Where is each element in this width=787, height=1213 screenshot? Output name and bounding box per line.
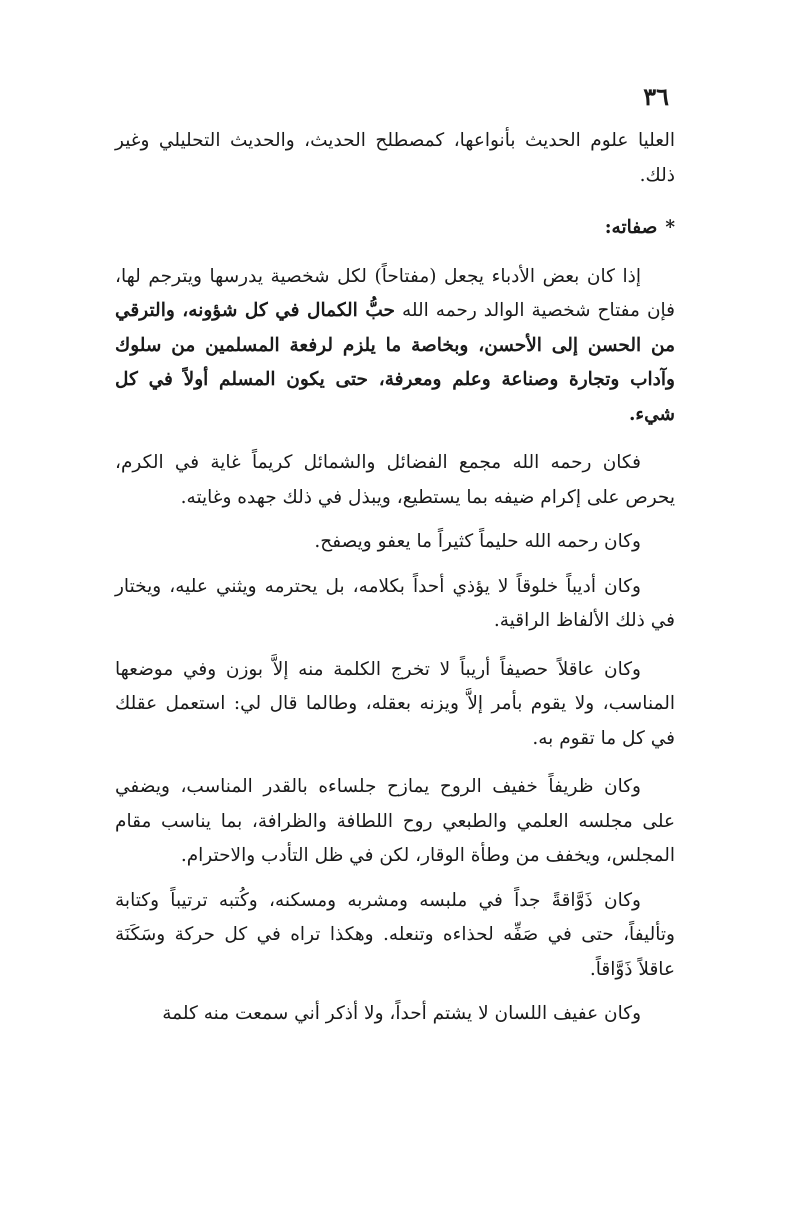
page-body [115,124,675,1032]
section-heading-text: صفاته: [604,217,658,238]
paragraph-wit: وكان ظريفاً خفيف الروح يمازح جلساءه بالقدر المناسب، ويضفي على مجلسه العلمي والطبعي روح اللطافة والظرافة، بما يناسب مقام المجلس، ويخفف من وطأة الوقار، لكن في ظل التأدب والاحترام. [115,776,675,866]
paragraph-key-trait [115,260,675,433]
paragraph-continuation: العليا علوم الحديث بأنواعها، كمصطلح الحديث، والحديث التحليلي وغير ذلك. [115,130,675,186]
paragraph-wisdom: وكان عاقلاً حصيفاً أريباً لا تخرج الكلمة منه إلاَّ بوزن وفي موضعها المناسب، ولا يقوم بأمر إلاَّ ويزنه بعقله، وطالما قال لي: استعمل عقلك في كل ما تقوم به. [115,658,675,749]
section-heading [115,211,675,246]
paragraph-key-trait-intro: إذا كان بعض الأدباء يجعل (مفتاحاً) لكل شخصية يدرسها ويترجم لها، فإن مفتاح شخصية الوالد رحمه الله [115,265,676,321]
page-number: ٣٦ [643,82,669,111]
paragraph-forbearance: وكان رحمه الله حليماً كثيراً ما يعفو ويصفح. [314,531,641,552]
paragraph-key-trait-bold: حبُّ الكمال في كل شؤونه، والترقي من الحسن إلى الأحسن، وبخاصة ما يلزم لرفعة المسلمين من سلوك وآداب وتجارة وصناعة وعلم ومعرفة، حتى يكون المسلم أولاً في كل شيء. [115,300,675,425]
star-bullet-icon: * [665,217,675,238]
paragraph-clean-speech: وكان عفيف اللسان لا يشتم أحداً، ولا أذكر أني سمعت منه كلمة [162,1003,641,1024]
paragraph-courtesy: وكان أديباً خلوقاً لا يؤذي أحداً بكلامه، بل يحترمه ويثني عليه، ويختار في ذلك الألفاظ الراقية. [115,575,675,631]
paragraph-taste: وكان ذَوَّاقةً جداً في ملبسه ومشربه ومسكنه، وكُتبه ترتيباً وكتابة وتأليفاً، حتى في صَفِّه لحذاءه وتنعله. وهكذا تراه في كل حركة وسَكَنَة عاقلاً ذَوَّاقاً. [115,889,675,980]
paragraph-generosity: فكان رحمه الله مجمع الفضائل والشمائل كريماً غاية في الكرم، يحرص على إكرام ضيفه بما يستطيع، ويبذل في ذلك جهده وغايته. [115,452,675,508]
